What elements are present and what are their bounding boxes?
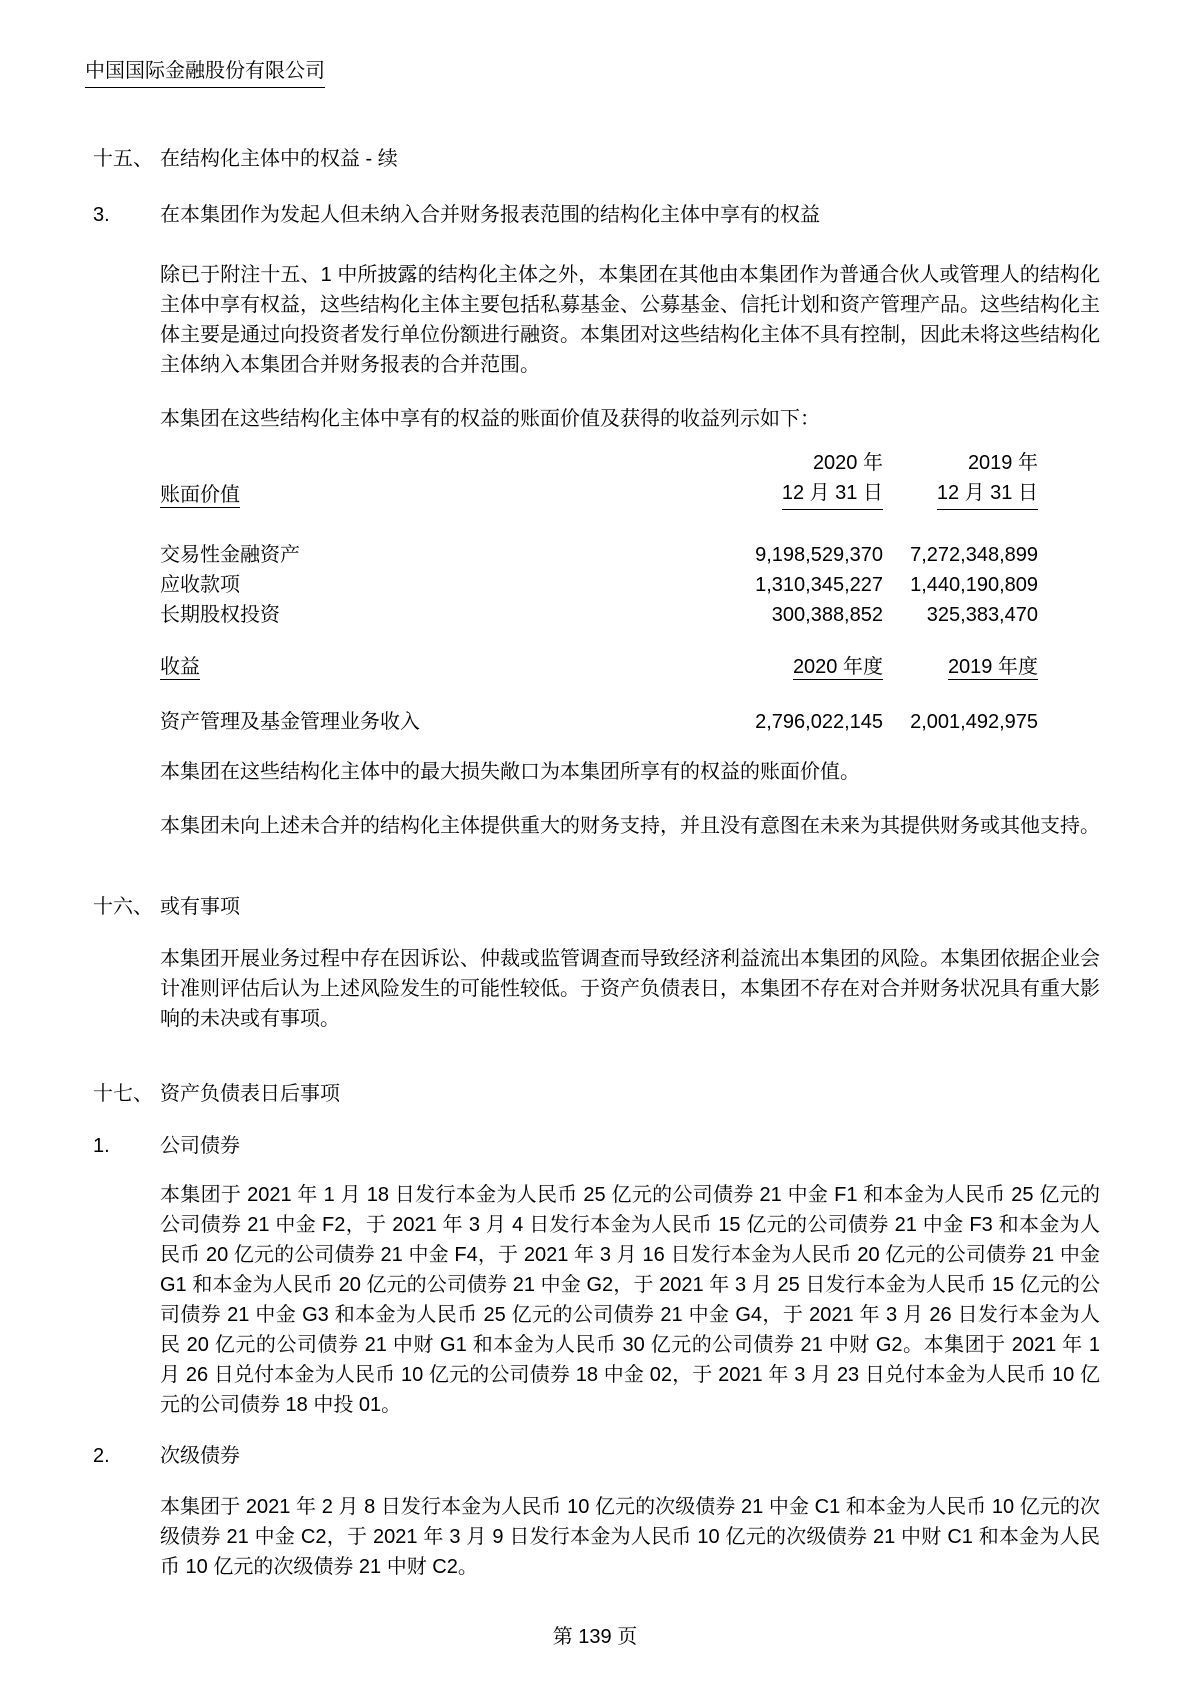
section-17-number: 十七、 — [93, 1083, 153, 1105]
item-1-title: 公司债券 — [160, 1135, 240, 1157]
no-financial-support-paragraph: 本集团未向上述未合并的结构化主体提供重大的财务支持，并且没有意图在未来为其提供财务或其他支持。 — [160, 815, 1100, 837]
table-spacer — [160, 510, 1038, 540]
max-loss-paragraph: 本集团在这些结构化主体中的最大损失敞口为本集团所享有的权益的账面价值。 — [160, 761, 860, 783]
column-header-2020-year: 2020 年 — [812, 452, 883, 474]
carrying-value-table — [160, 448, 1038, 737]
column-header-2019-date: 12 月 31 日 — [883, 478, 1038, 510]
table-row-value-2019: 325,383,470 — [926, 604, 1038, 626]
item-2-number: 2. — [93, 1445, 110, 1467]
section-17-heading — [93, 1079, 1105, 1109]
contingencies-paragraph: 本集团开展业务过程中存在因诉讼、仲裁或监管调查而导致经济利益流出本集团的风险。本集团依据企业会计准则评估后认为上述风险发生的可能性较低。于资产负债表日，本集团不存在对合并财务状况具有重大影响的未决或有事项。 — [160, 948, 1100, 1030]
company-name: 中国国际金融股份有限公司 — [85, 56, 325, 88]
table-row-label: 长期股权投资 — [160, 604, 280, 626]
table-spacer — [160, 630, 1038, 652]
table-row-label: 应收款项 — [160, 574, 240, 596]
table-row-label: 交易性金融资产 — [160, 544, 300, 566]
table-row-value-2019: 7,272,348,899 — [910, 544, 1038, 566]
section-15-heading — [93, 144, 1105, 174]
carrying-value-label: 账面价值 — [160, 484, 240, 506]
column-header-2020-date: 12 月 31 日 — [688, 478, 883, 510]
income-section-label: 收益 — [160, 656, 200, 678]
section-17-item-1-heading — [93, 1131, 1105, 1161]
section-15-title: 在结构化主体中的权益 - 续 — [160, 148, 398, 170]
table-intro-paragraph: 本集团在这些结构化主体中享有的权益的账面价值及获得的收益列示如下： — [160, 408, 820, 430]
table-row-value-2020: 9,198,529,370 — [755, 544, 883, 566]
income-header-2020: 2020 年度 — [792, 656, 883, 678]
table-row-value-2020: 1,310,345,227 — [755, 574, 883, 596]
table-row-value-2020: 300,388,852 — [771, 604, 883, 626]
table-spacer — [160, 682, 1038, 707]
table-row-value-2019: 1,440,190,809 — [910, 574, 1038, 596]
structured-entities-paragraph: 除已于附注十五、1 中所披露的结构化主体之外，本集团在其他由本集团作为普通合伙人或管理人的结构化主体中享有权益，这些结构化主体主要包括私募基金、公募基金、信托计划和资产管理产品。这些结构化主体主要是通过向投资者发行单位份额进行融资。本集团对这些结构化主体不具有控制，因此未将这些结构化主体纳入本集团合并财务报表的合并范围。 — [160, 264, 1100, 376]
income-row-label: 资产管理及基金管理业务收入 — [160, 711, 420, 733]
income-row-value-2019: 2,001,492,975 — [910, 711, 1038, 733]
section-16-title: 或有事项 — [160, 896, 240, 918]
section-16-heading — [93, 892, 1105, 922]
item-3-number: 3. — [93, 204, 110, 226]
corporate-bonds-paragraph: 本集团于 2021 年 1 月 18 日发行本金为人民币 25 亿元的公司债券 21 中金 F1 和本金为人民币 25 亿元的公司债券 21 中金 F2，于 2021 年 3 月 4 日发行本金为人民币 15 亿元的公司债券 21 中金 F3 和本金为人民币 20 亿元的公司债券 21 中金 F4，于 2021 年 3 月 16 日发行本金为人民币 20 亿元的公司债券 21 中金 G1 和本金为人民币 20 亿元的公司债券 21 中金 G2，于 2021 年 3 月 25 日发行本金为人民币 15 亿元的公司债券 21 中金 G3 和本金为人民币 25 亿元的公司债券 21 中金 G4，于 2021 年 3 月 26 日发行本金为人民 20 亿元的公司债券 21 中财 G1 和本金为人民币 30 亿元的公司债券 21 中财 G2。本集团于 2021 年 1 月 26 日兑付本金为人民币 10 亿元的公司债券 18 中金 02，于 2021 年 3 月 23 日兑付本金为人民币 10 亿元的公司债券 18 中投 01。 — [160, 1184, 1100, 1416]
item-3-title: 在本集团作为发起人但未纳入合并财务报表范围的结构化主体中享有的权益 — [160, 204, 820, 226]
column-header-2019-year: 2019 年 — [967, 452, 1038, 474]
section-15-item-3-heading — [93, 200, 1105, 230]
page-number: 第 139 页 — [552, 1626, 638, 1648]
section-15-number: 十五、 — [93, 148, 153, 170]
section-16-number: 十六、 — [93, 896, 153, 918]
item-1-number: 1. — [93, 1135, 110, 1157]
spacer-cell — [160, 448, 688, 478]
company-name-row — [85, 56, 1105, 88]
subordinated-bonds-paragraph: 本集团于 2021 年 2 月 8 日发行本金为人民币 10 亿元的次级债券 21 中金 C1 和本金为人民币 10 亿元的次级债券 21 中金 C2，于 2021 年 3 月 9 日发行本金为人民币 10 亿元的次级债券 21 中财 C1 和本金为人民币 10 亿元的次级债券 21 中财 C2。 — [160, 1496, 1100, 1578]
item-2-title: 次级债券 — [160, 1445, 240, 1467]
section-17-item-2-heading — [93, 1441, 1105, 1471]
income-header-2019: 2019 年度 — [947, 656, 1038, 678]
section-17-title: 资产负债表日后事项 — [160, 1083, 340, 1105]
income-row-value-2020: 2,796,022,145 — [755, 711, 883, 733]
